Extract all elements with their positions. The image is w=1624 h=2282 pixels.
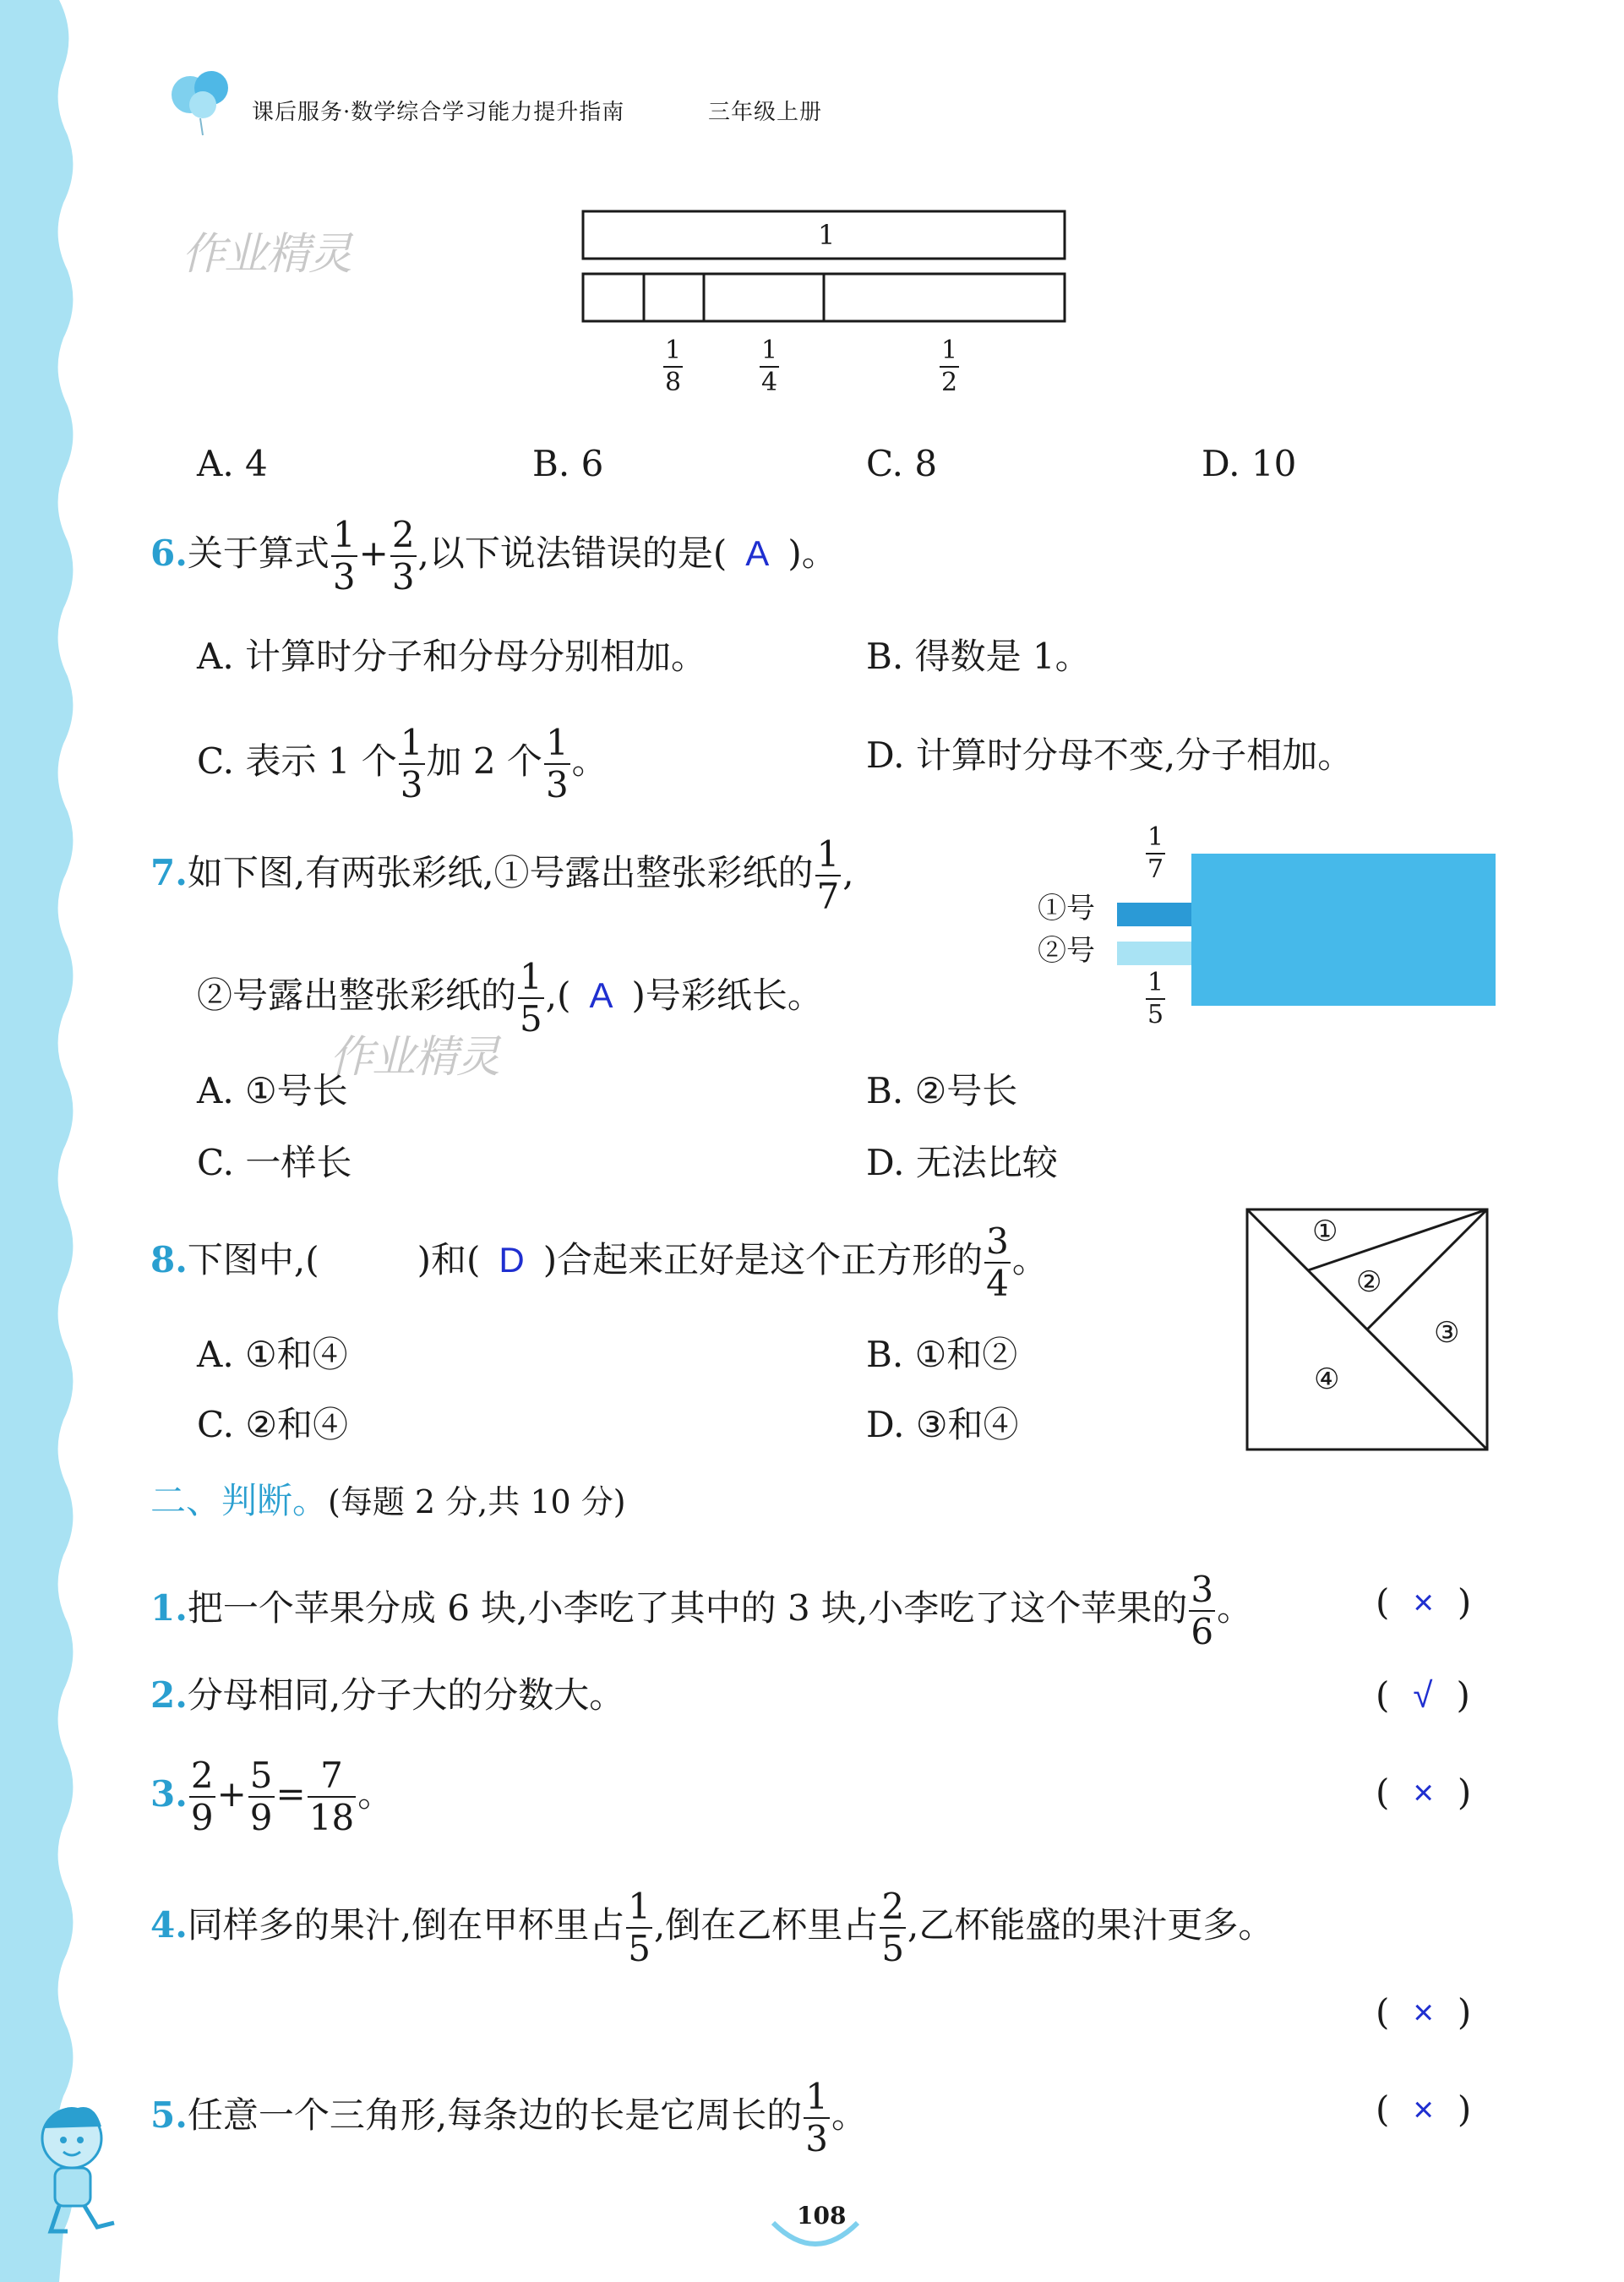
watermark: 作业精灵 — [330, 1032, 499, 1083]
header-title: 课后服务·数学综合学习能力提升指南 — [252, 100, 625, 125]
judge-4-answer-box: ( × ) — [1376, 1991, 1472, 2033]
judge-2: 2.分母相同,分子大的分数大。 — [150, 1674, 625, 1716]
covering-paper — [1191, 854, 1496, 1006]
paper-2-label: ②号 — [1038, 934, 1095, 968]
judge-3: 3. $\frac{2}{9}$ + $\frac{5}{9}$ = $\frac{7}{18}$ 。 — [150, 1755, 394, 1838]
paper-2-strip — [1117, 942, 1193, 965]
judge-5-answer: × — [1413, 2089, 1434, 2129]
judge-1: 1.把一个苹果分成 6 块,小李吃了其中的 3 块,小李吃了这个苹果的 $\frac{3}{6}$ 。 — [150, 1569, 1253, 1652]
figure-fraction-top: $\frac{1}{7}$ — [1147, 822, 1164, 884]
decorative-side-strip — [0, 0, 84, 2282]
q7-option-d: D. 无法比较 — [866, 1142, 1058, 1183]
q7-question-line2: ②号露出整张彩纸的 $\frac{1}{5}$ ,( A )号彩纸长。 — [197, 956, 823, 1040]
q8-option-d: D. ③和④ — [866, 1404, 1019, 1445]
q7-question-line1: 7.如下图,有两张彩纸,①号露出整张彩纸的 $\frac{1}{7}$ , — [150, 833, 854, 917]
q7-option-c: C. 一样长 — [197, 1142, 352, 1183]
cartoon-boy-icon — [25, 2096, 127, 2240]
q8-option-b: B. ①和② — [866, 1334, 1018, 1375]
q8-option-c: C. ②和④ — [197, 1404, 348, 1445]
bar-fraction-1-8: $\frac{1}{8}$ — [665, 336, 682, 397]
page-number: 108 — [797, 2202, 847, 2230]
q5-option-b: B. 6 — [532, 443, 604, 484]
judge-4-answer: × — [1413, 1992, 1434, 2032]
q8-question: 8.下图中,( )和( D )合起来正好是这个正方形的 $\frac{3}{4}$ 。 — [150, 1220, 1048, 1304]
paper-1-strip — [1117, 903, 1193, 926]
region-4-label: ④ — [1314, 1362, 1340, 1396]
judge-5: 5.任意一个三角形,每条边的长是它周长的 $\frac{1}{3}$ 。 — [150, 2076, 867, 2159]
q8-option-a: A. ①和④ — [197, 1334, 348, 1375]
judge-3-answer: × — [1413, 1772, 1434, 1812]
q7-option-b: B. ②号长 — [866, 1070, 1018, 1111]
judge-4: 4.同样多的果汁,倒在甲杯里占 $\frac{1}{5}$ ,倒在乙杯里占 $\frac{2}{5}$ ,乙杯能盛的果汁更多。 — [150, 1886, 1274, 1969]
balloon-logo-icon — [165, 61, 241, 137]
section-2-heading: 二、判断。(每题 2 分,共 10 分) — [150, 1480, 626, 1521]
judge-5-answer-box: ( × ) — [1376, 2088, 1472, 2130]
judge-1-answer: × — [1413, 1582, 1434, 1622]
watermark: 作业精灵 — [182, 229, 352, 280]
q5-option-a: A. 4 — [197, 443, 268, 484]
region-2-label: ② — [1356, 1265, 1382, 1299]
bar-fraction-1-2: $\frac{1}{2}$ — [941, 336, 958, 397]
q6-question: 6.关于算式 $\frac{1}{3}$ + $\frac{2}{3}$ ,以下说法错误的是( A )。 — [150, 514, 837, 598]
bar-whole-label: 1 — [818, 219, 836, 251]
figure-fraction-bottom: $\frac{1}{5}$ — [1147, 968, 1164, 1029]
q5-option-d: D. 10 — [1202, 443, 1297, 484]
q6-option-c: C. 表示 1 个 $\frac{1}{3}$ 加 2 个 $\frac{1}{3}$ 。 — [197, 722, 608, 805]
judge-3-answer-box: ( × ) — [1376, 1772, 1472, 1813]
bar-fraction-1-4: $\frac{1}{4}$ — [761, 336, 778, 397]
region-1-label: ① — [1312, 1215, 1338, 1248]
q6-option-b: B. 得数是 1。 — [866, 636, 1091, 677]
paper-1-label: ①号 — [1038, 892, 1095, 925]
q7-answer: A — [589, 975, 613, 1015]
judge-2-answer: √ — [1413, 1675, 1433, 1715]
q7-option-a: A. ①号长 — [197, 1070, 348, 1111]
q8-answer: D — [499, 1240, 525, 1280]
header-grade: 三年级上册 — [708, 100, 823, 125]
q6-answer: A — [745, 533, 770, 573]
q6-option-a: A. 计算时分子和分母分别相加。 — [197, 636, 707, 677]
q5-option-c: C. 8 — [866, 443, 938, 484]
judge-1-answer-box: ( × ) — [1376, 1581, 1472, 1623]
q6-option-d: D. 计算时分母不变,分子相加。 — [866, 734, 1354, 776]
judge-2-answer-box: ( √ ) — [1376, 1674, 1470, 1716]
region-3-label: ③ — [1434, 1316, 1460, 1350]
